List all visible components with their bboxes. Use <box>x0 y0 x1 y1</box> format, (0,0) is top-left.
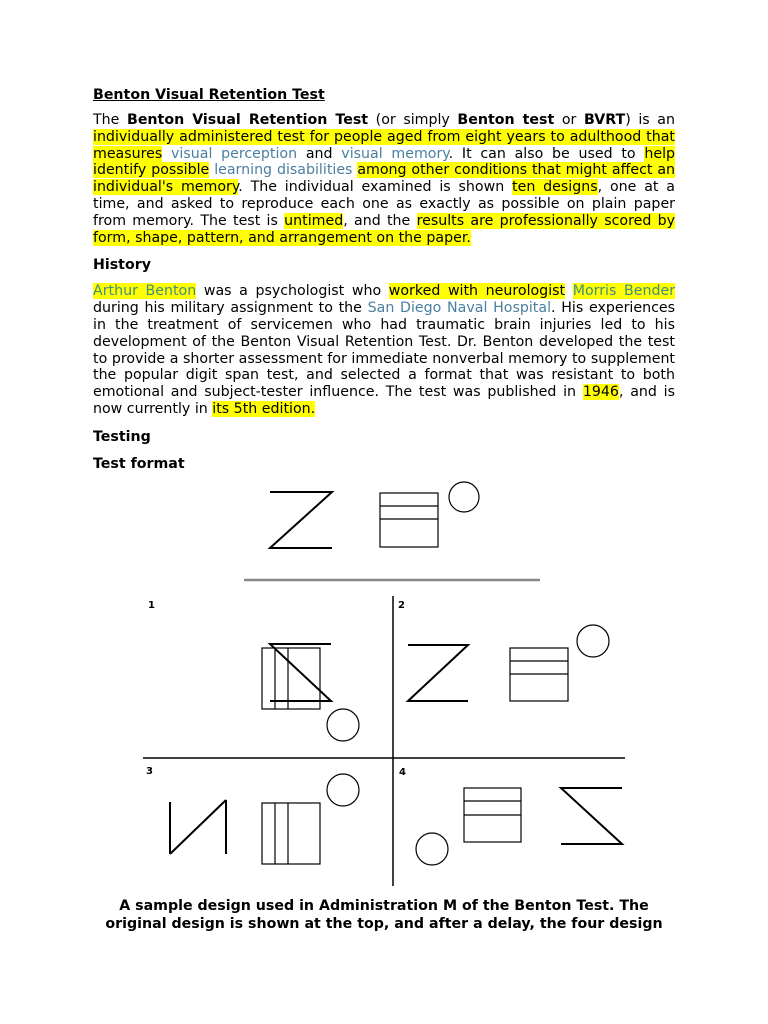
intro-highlight-1: individually administered test for people aged from eight years to adulthood that measures <box>93 128 675 162</box>
choice-4-z-shape <box>561 788 622 844</box>
choice-3 <box>170 774 359 864</box>
choice-1-z-shape <box>270 644 331 701</box>
figure-label-3: 3 <box>146 766 153 777</box>
choice-3-stroke-diagonal <box>170 800 226 854</box>
intro-rest-1: , one at a time, and asked to reproduce each one as exactly as possible on plain paper from memory. The test is <box>93 179 675 229</box>
history-heading: History <box>93 257 151 274</box>
choice-3-circle <box>327 774 359 806</box>
link-arthur-benton[interactable]: Arthur Benton <box>93 283 197 300</box>
intro-examined: . The individual examined is shown <box>238 179 505 196</box>
intro-is-an: ) is an <box>625 112 675 128</box>
history-paragraph <box>93 283 675 417</box>
history-year: 1946 <box>582 384 619 401</box>
link-visual-memory[interactable]: visual memory <box>341 145 449 162</box>
intro-highlight-4: results are professionally scored by form, shape, pattern, and arrangement on the paper. <box>93 212 676 246</box>
benton-figure-svg <box>140 478 630 888</box>
choice-4 <box>416 788 622 865</box>
history-now: , and is now currently in <box>93 384 675 417</box>
figure-label-4: 4 <box>399 767 406 778</box>
choice-1-circle <box>327 709 359 741</box>
choice-1-rectangle <box>262 648 320 709</box>
intro-untimed: untimed <box>284 212 344 229</box>
choice-4-circle <box>416 833 448 865</box>
link-morris-bender[interactable]: Morris Bender <box>572 283 676 300</box>
intro-and-the: , and the <box>343 212 411 229</box>
link-learning-disabilities[interactable]: learning disabilities <box>214 162 353 179</box>
original-z-shape <box>270 492 332 548</box>
choice-2-circle <box>577 625 609 657</box>
history-worked-with: worked with neurologist <box>388 283 566 300</box>
intro-can-be-used: . It can also be used to <box>448 145 636 162</box>
choice-1 <box>262 644 359 741</box>
choice-2 <box>408 625 609 701</box>
intro-the: The <box>93 112 120 128</box>
choice-2-z-shape <box>408 645 468 701</box>
intro-bvrt-term: Benton Visual Retention Test <box>127 112 369 128</box>
history-was-psych: was a psychologist who <box>203 283 382 300</box>
original-rectangle <box>380 493 438 547</box>
intro-highlight-2: help identify possible <box>93 145 676 179</box>
original-design <box>270 482 479 548</box>
intro-and: and <box>305 145 333 162</box>
intro-paragraph <box>93 112 675 246</box>
original-circle <box>449 482 479 512</box>
testing-heading: Testing <box>93 428 151 445</box>
figure-label-1: 1 <box>148 600 155 611</box>
history-edition: its 5th edition. <box>212 400 316 417</box>
document-body <box>93 86 675 482</box>
test-format-heading: Test format <box>93 455 185 472</box>
page-title: Benton Visual Retention Test <box>93 87 325 103</box>
intro-benton-test: Benton test <box>457 112 555 128</box>
history-during: during his military assignment to the <box>93 300 362 317</box>
intro-bvrt: BVRT <box>584 112 626 128</box>
history-rest: . His experiences in the treatment of servicemen who had traumatic brain injuries led to his development of the Benton Visual Retention Test. Dr. Benton developed the test to provide a shorter assessment for immediate nonverbal memory to supplement the popular digit span test, and selected a format that was resistant to both emotional and subject-tester influence. The test was published in <box>93 300 676 401</box>
intro-or: or <box>561 112 577 128</box>
link-san-diego-naval-hospital[interactable]: San Diego Naval Hospital <box>367 300 552 317</box>
intro-highlight-3: among other conditions that might affect an individual's memory <box>93 162 675 196</box>
intro-ten-designs: ten designs <box>512 179 598 196</box>
figure-label-2: 2 <box>398 600 405 611</box>
benton-sample-figure <box>140 478 630 888</box>
link-visual-perception[interactable]: visual perception <box>171 145 298 162</box>
figure-caption: A sample design used in Administration M of the Benton Test. The original design is shown at the top, and after a delay, the four design <box>105 898 663 932</box>
choice-3-rectangle <box>262 803 320 864</box>
intro-or-simply: (or simply <box>375 112 450 128</box>
